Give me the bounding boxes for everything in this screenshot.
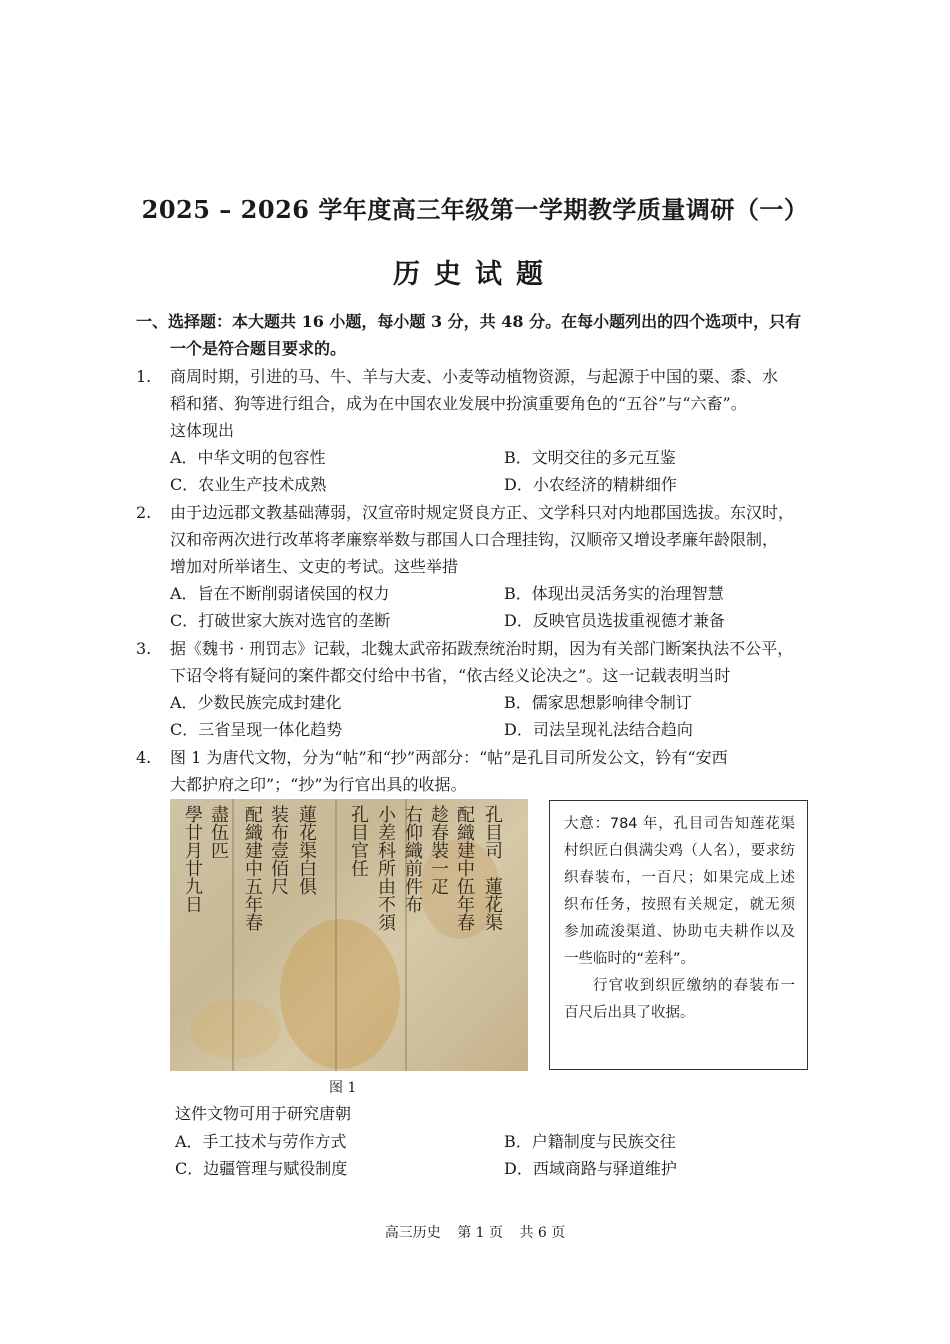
question-1-stem-line: 稻和猪、狗等进行组合，成为在中国农业发展中扮演重要角色的“五谷”与“六畜”。 (170, 394, 747, 413)
question-4-option-d[interactable]: D．西域商路与驿道维护 (504, 1159, 677, 1178)
section-instructions-line1: 一、选择题：本大题共 16 小题，每小题 3 分，共 48 分。在每小题列出的四个选项中，只有 (136, 312, 802, 331)
question-4-number: 4. (136, 748, 152, 767)
footer-total-pages: 共 6 页 (519, 1225, 566, 1241)
question-1-stem-line: 商周时期，引进的马、牛、羊与大麦、小麦等动植物资源，与起源于中国的粟、黍、水 (170, 367, 779, 386)
question-4-option-c[interactable]: C．边疆管理与赋役制度 (175, 1159, 348, 1178)
question-1-number: 1. (136, 367, 152, 386)
footer-page-number: 第 1 页 (457, 1225, 503, 1241)
subject-title: 历史试题 (393, 259, 557, 290)
figure-caption: 图 1 (329, 1080, 357, 1096)
question-2-number: 2. (136, 503, 152, 522)
question-4-option-a[interactable]: A．手工技术与劳作方式 (175, 1132, 347, 1151)
exam-title: 2025 – 2026 学年度高三年级第一学期教学质量调研（一） (141, 195, 809, 224)
question-4-ask: 这件文物可用于研究唐朝 (175, 1104, 352, 1123)
footer-course: 高三历史 (384, 1225, 441, 1241)
question-2-stem-line: 增加对所举诸生、文吏的考试。这些举措 (170, 557, 459, 576)
question-2-option-a[interactable]: A．旨在不断削弱诸侯国的权力 (170, 584, 390, 603)
figure-note-box (549, 800, 808, 1070)
figure-note-paragraph-1: 大意：784 年，孔目司告知莲花渠村织匠白俱满尖鸡（人名），要求纺织春装布，一百尺；如果完成上述织布任务，按照有关规定，就无须参加疏浚渠道、协助屯夫耕作以及一些临时的“差科”。 (564, 816, 795, 967)
question-1-stem-line: 这体现出 (170, 421, 235, 440)
question-4-option-b[interactable]: B．户籍制度与民族交往 (504, 1132, 676, 1151)
question-3-option-c[interactable]: C．三省呈现一体化趋势 (170, 720, 343, 739)
question-1-option-a[interactable]: A．中华文明的包容性 (170, 448, 326, 467)
question-3-stem-line: 下诏令将有疑问的案件都交付给中书省，“依古经义论决之”。这一记载表明当时 (170, 666, 731, 685)
question-2-option-c[interactable]: C．打破世家大族对选官的垄断 (170, 611, 391, 630)
question-1-option-c[interactable]: C．农业生产技术成熟 (170, 475, 327, 494)
question-1-option-d[interactable]: D．小农经济的精耕细作 (504, 475, 677, 494)
question-1-option-b[interactable]: B．文明交往的多元互鉴 (504, 448, 676, 467)
question-4-stem-line: 大都护府之印”；“抄”为行官出具的收据。 (170, 775, 467, 794)
section-instructions-line2: 一个是符合题目要求的。 (170, 339, 347, 358)
page-footer (0, 1222, 950, 1242)
question-3-stem-line: 据《魏书 · 刑罚志》记载，北魏太武帝拓跋焘统治时期，因为有关部门断案执法不公平， (170, 639, 794, 658)
question-3-option-d[interactable]: D．司法呈现礼法结合趋向 (504, 720, 693, 739)
question-4-stem-line: 图 1 为唐代文物，分为“帖”和“抄”两部分：“帖”是孔目司所发公文，钤有“安西 (170, 748, 728, 767)
question-3-option-a[interactable]: A．少数民族完成封建化 (170, 693, 342, 712)
question-2-option-d[interactable]: D．反映官员选拔重视德才兼备 (504, 611, 725, 630)
tang-document-photo: 學廿月廿九日 盡伍匹 配織建中五年春 装布壹佰尺 蓮花渠白俱 孔目官任 小差科所由不須 右仰織前件布 趁春裝一疋 配織建中伍年春 孔目司 蓮花渠 (170, 799, 528, 1071)
question-3-option-b[interactable]: B．儒家思想影响律令制订 (504, 693, 692, 712)
question-2-stem-line: 由于边远郡文教基础薄弱，汉宣帝时规定贤良方正、文学科只对内地郡国选拔。东汉时， (170, 503, 795, 522)
figure-note-paragraph-2: 行官收到织匠缴纳的春装布一百尺后出具了收据。 (564, 978, 795, 1021)
question-2-option-b[interactable]: B．体现出灵活务实的治理智慧 (504, 584, 724, 603)
question-3-number: 3. (136, 639, 152, 658)
question-2-stem-line: 汉和帝两次进行改革将孝廉察举数与郡国人口合理挂钩，汉顺帝又增设孝廉年龄限制， (170, 530, 779, 549)
